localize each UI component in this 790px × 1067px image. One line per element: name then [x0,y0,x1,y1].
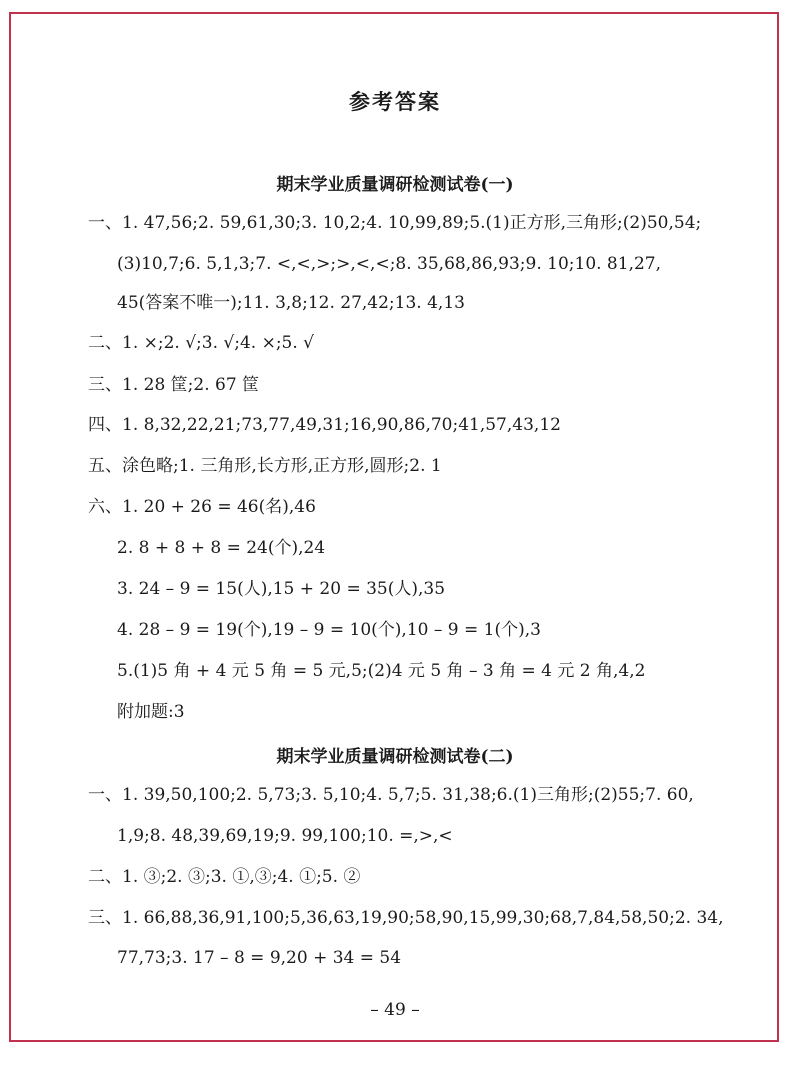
answer-line: 5.(1)5 角 + 4 元 5 角 = 5 元,5;(2)4 元 5 角 – 3 角 = 4 元 2 角,4,2 [117,661,646,681]
answer-line: 1,9;8. 48,39,69,19;9. 99,100;10. =,>,< [117,826,453,846]
answer-line: 2. 8 + 8 + 8 = 24(个),24 [117,538,326,558]
section-heading: 期末学业质量调研检测试卷(一) [276,175,514,195]
answer-line: 三、1. 28 筐;2. 67 筐 [88,375,260,395]
answer-line: 二、1. ×;2. √;3. √;4. ×;5. √ [88,333,315,353]
answer-line: 一、1. 47,56;2. 59,61,30;3. 10,2;4. 10,99,89;5.(1)正方形,三角形;(2)50,54; [88,213,702,233]
answer-line: 三、1. 66,88,36,91,100;5,36,63,19,90;58,90,15,99,30;68,7,84,58,50;2. 34, [88,908,724,928]
answer-line: 45(答案不唯一);11. 3,8;12. 27,42;13. 4,13 [117,293,465,313]
answer-line: 二、1. ③;2. ③;3. ①,③;4. ①;5. ② [88,867,361,887]
page-number: – 49 – [370,1000,420,1020]
section-heading: 期末学业质量调研检测试卷(二) [276,747,514,767]
page-title: 参考答案 [349,89,441,114]
answer-line: 附加题:3 [117,702,185,722]
answer-line: 77,73;3. 17 – 8 = 9,20 + 34 = 54 [117,948,402,968]
answer-line: 四、1. 8,32,22,21;73,77,49,31;16,90,86,70;41,57,43,12 [88,415,561,435]
answer-line: 3. 24 – 9 = 15(人),15 + 20 = 35(人),35 [117,579,446,599]
answer-line: 一、1. 39,50,100;2. 5,73;3. 5,10;4. 5,7;5. 31,38;6.(1)三角形;(2)55;7. 60, [88,785,694,805]
answer-line: 4. 28 – 9 = 19(个),19 – 9 = 10(个),10 – 9 = 1(个),3 [117,620,541,640]
answer-line: 六、1. 20 + 26 = 46(名),46 [88,497,316,517]
answer-line: 五、涂色略;1. 三角形,长方形,正方形,圆形;2. 1 [88,456,442,476]
answer-line: (3)10,7;6. 5,1,3;7. <,<,>;>,<,<;8. 35,68,86,93;9. 10;10. 81,27, [117,254,662,274]
